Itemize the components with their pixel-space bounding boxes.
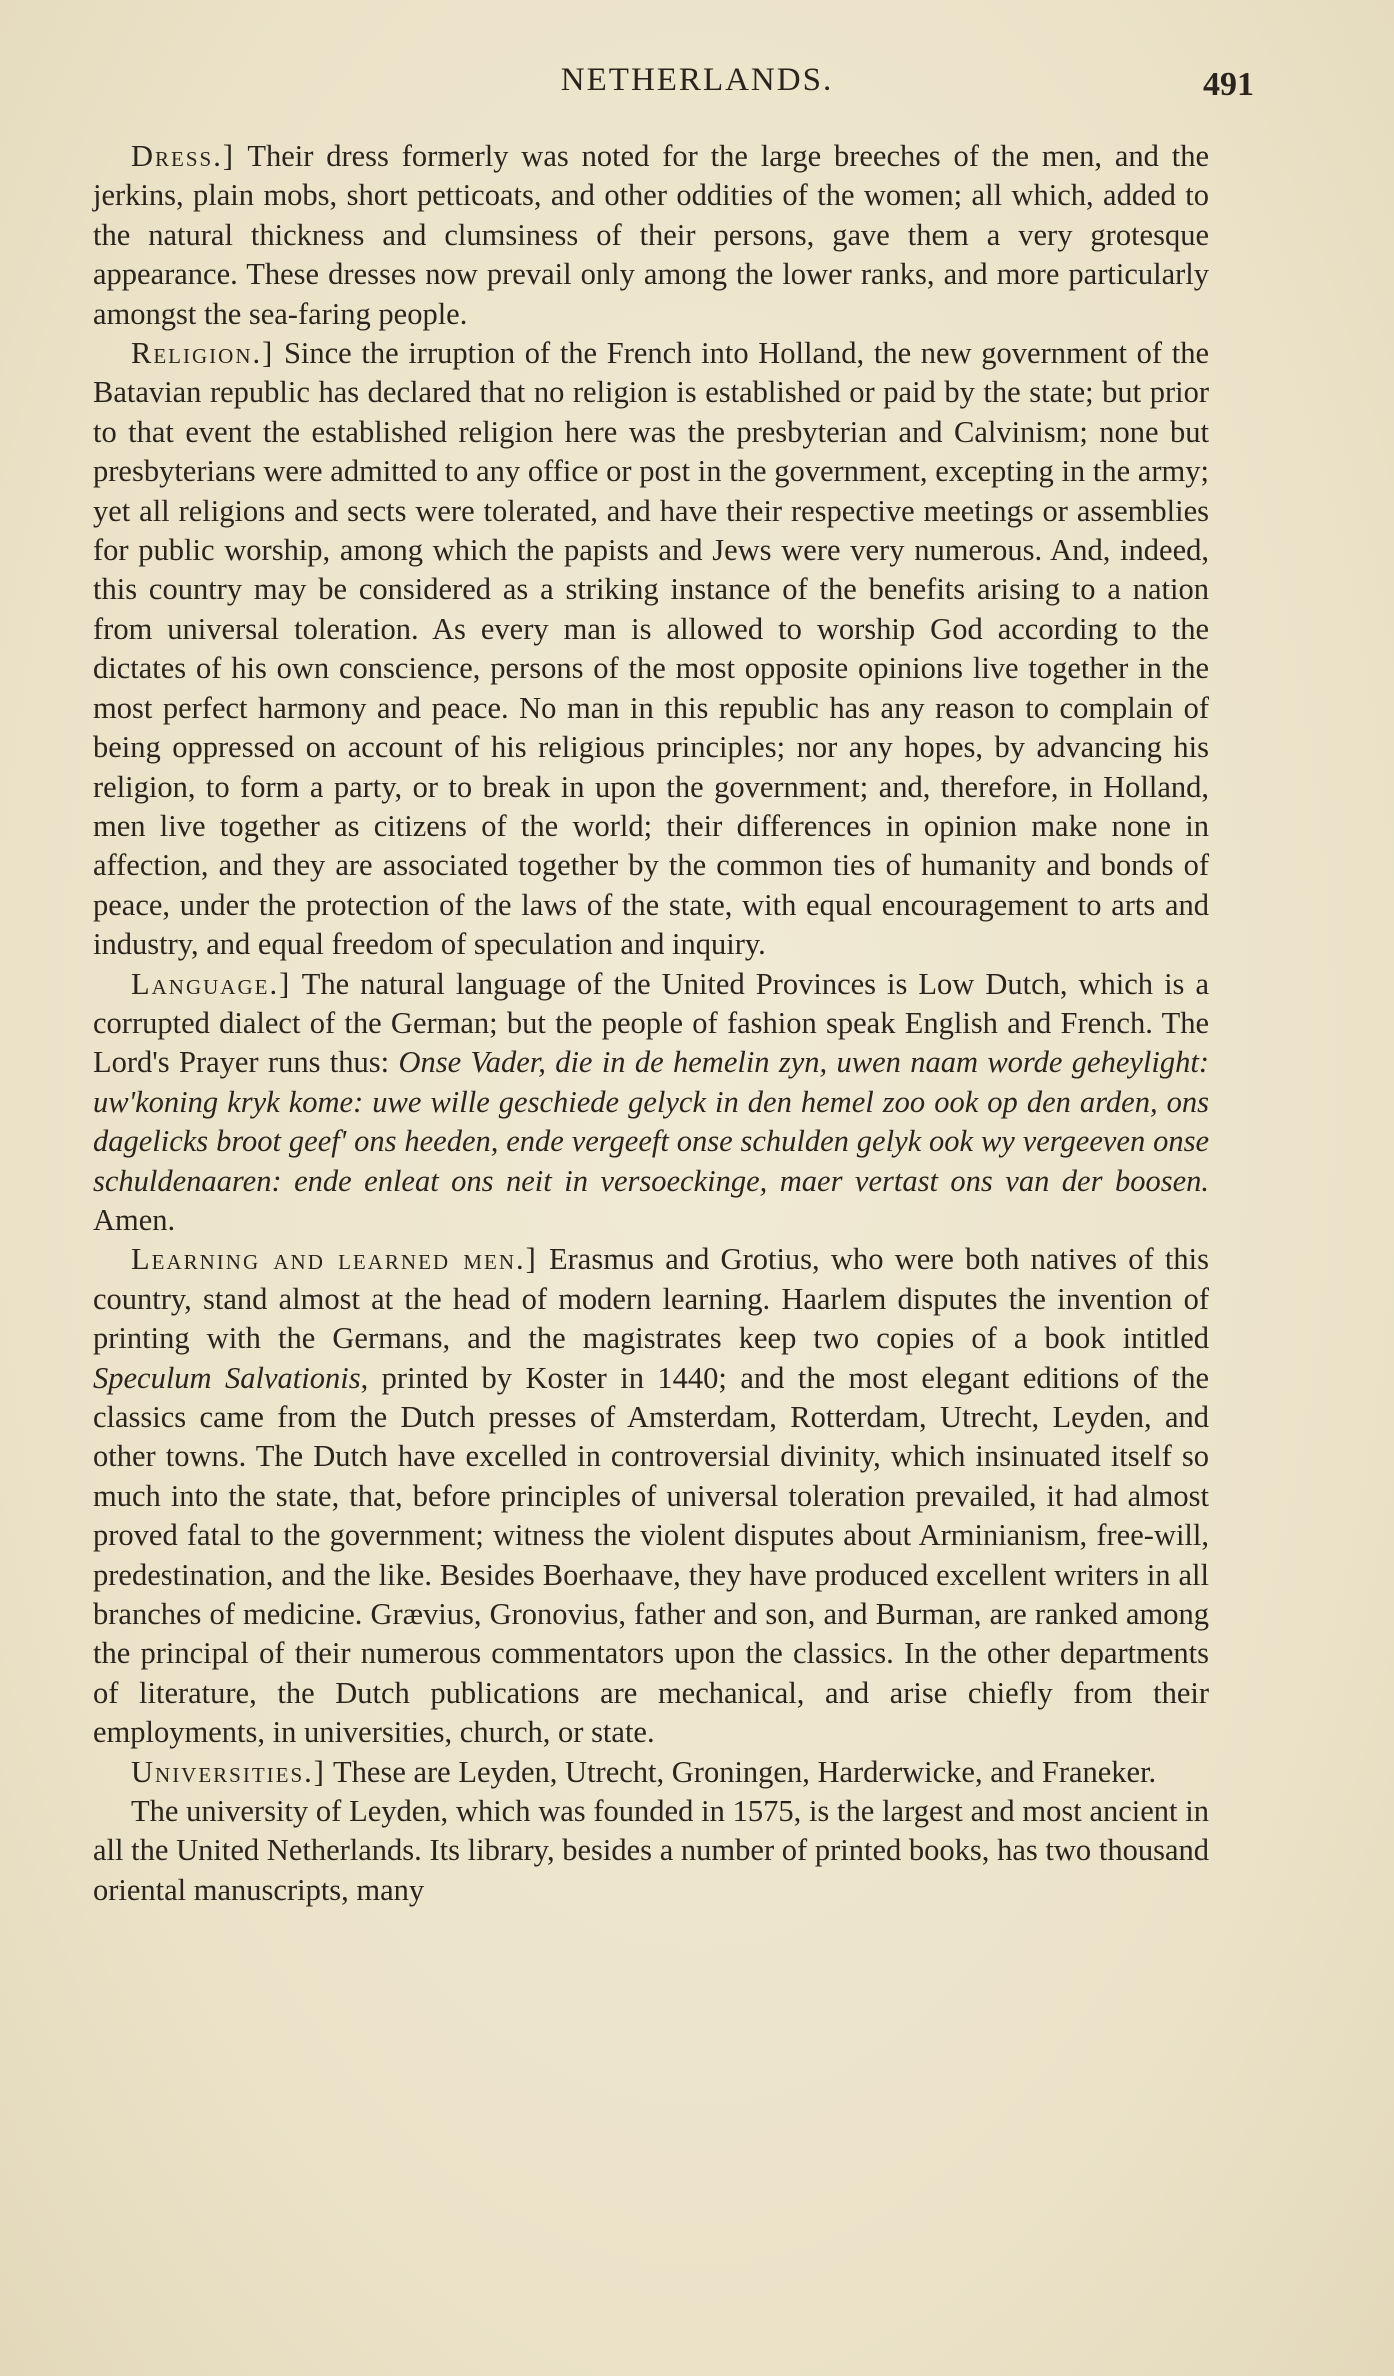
- section-heading-dress: Dress.]: [131, 139, 236, 173]
- lords-prayer-dutch: Onse Vader, die in de hemelin zyn, uwen naam worde geheylight: uw'koning kryk kome: uwe wille geschiede gelyck in den hemel zoo ook op den arden, ons dagelicks broot geef' ons heeden, ende vergeeft onse schulden gelyk ook wy vergeeven onse schuldenaaren: ende enleat ons neit in versoeckinge, maer vertast ons van der boosen.: [93, 1045, 1209, 1198]
- paragraph-text: These are Leyden, Utrecht, Groningen, Harderwicke, and Franeker.: [325, 1754, 1157, 1789]
- paragraph-text: Amen.: [93, 1202, 176, 1237]
- paragraph-text: The university of Leyden, which was founded in 1575, is the largest and most ancient in all the United Netherlands. Its library, besides a number of printed books, has two thousand oriental manuscripts, many: [93, 1794, 1209, 1907]
- paragraph-language: [93, 965, 1209, 1241]
- paragraph-learning: [93, 1240, 1209, 1752]
- paragraph-universities: [93, 1753, 1209, 1792]
- section-heading-universities: Universities.]: [131, 1754, 326, 1789]
- paragraph-dress: [93, 137, 1209, 334]
- paragraph-text: Since the irruption of the French into Holland, the new government of the Batavian republic has declared that no religion is established or paid by the state; but prior to that event the established religion here was the presbyterian and Calvinism; none but presbyterians were admitted to any office or post in the government, excepting in the army; yet all religions and sects were tolerated, and have their respective meetings or assemblies for public worship, among which the papists and Jews were very numerous. And, indeed, this country may be considered as a striking instance of the benefits arising to a nation from universal toleration. As every man is allowed to worship God according to the dictates of his own conscience, persons of the most opposite opinions live together in the most perfect harmony and peace. No man in this republic has any reason to complain of being oppressed on account of his religious principles; nor any hopes, by advancing his religion, to form a party, or to break in upon the government; and, therefore, in Holland, men live together as citizens of the world; their differences in opinion make none in affection, and they are associated together by the common ties of humanity and bonds of peace, under the protection of the laws of the state, with equal encouragement to arts and industry, and equal freedom of speculation and inquiry.: [93, 336, 1209, 962]
- page-header: [90, 52, 1304, 112]
- paragraph-text: , printed by Koster in 1440; and the most elegant editions of the classics came from the Dutch presses of Amsterdam, Rotterdam, Utrecht, Leyden, and other towns. The Dutch have excelled in controversial divinity, which insinuated itself so much into the state, that, before principles of universal toleration prevailed, it had almost proved fatal to the government; witness the violent disputes about Arminianism, free-will, predestination, and the like. Besides Boerhaave, they have produced excellent writers in all branches of medicine. Grævius, Gronovius, father and son, and Burman, are ranked among the principal of their numerous commentators upon the classics. In the other departments of literature, the Dutch publications are mechanical, and arise chiefly from their employments, in universities, church, or state.: [93, 1360, 1209, 1750]
- paragraph-religion: [93, 334, 1209, 965]
- paragraph-text: Erasmus and Grotius, who were both natives of this country, stand almost at the head of modern learning. Haarlem disputes the invention of printing with the Germans, and the magistrates keep two copies of a book intitled: [93, 1242, 1209, 1356]
- section-heading-language: Language.]: [131, 966, 292, 1001]
- body-text: [93, 137, 1209, 1910]
- paragraph-text: Their dress formerly was noted for the large breeches of the men, and the jerkins, plain mobs, short petticoats, and other oddities of the women; all which, added to the natural thickness and clumsiness of their persons, gave them a very grotesque appearance. These dresses now prevail only among the lower ranks, and more particularly amongst the sea-faring people.: [93, 139, 1209, 331]
- book-title: Speculum Salvationis: [93, 1360, 361, 1395]
- page-number: 491: [1203, 66, 1254, 103]
- section-heading-learning: Learning and learned men.]: [131, 1242, 538, 1277]
- running-title: NETHERLANDS.: [560, 62, 834, 98]
- paragraph-text: The natural language of the United Provinces is Low Dutch, which is a corrupted dialect of the German; but the people of fashion speak English and French. The Lord's Prayer runs thus:: [93, 966, 1209, 1080]
- section-heading-religion: Religion.]: [131, 336, 275, 371]
- paragraph-leyden: [93, 1792, 1209, 1910]
